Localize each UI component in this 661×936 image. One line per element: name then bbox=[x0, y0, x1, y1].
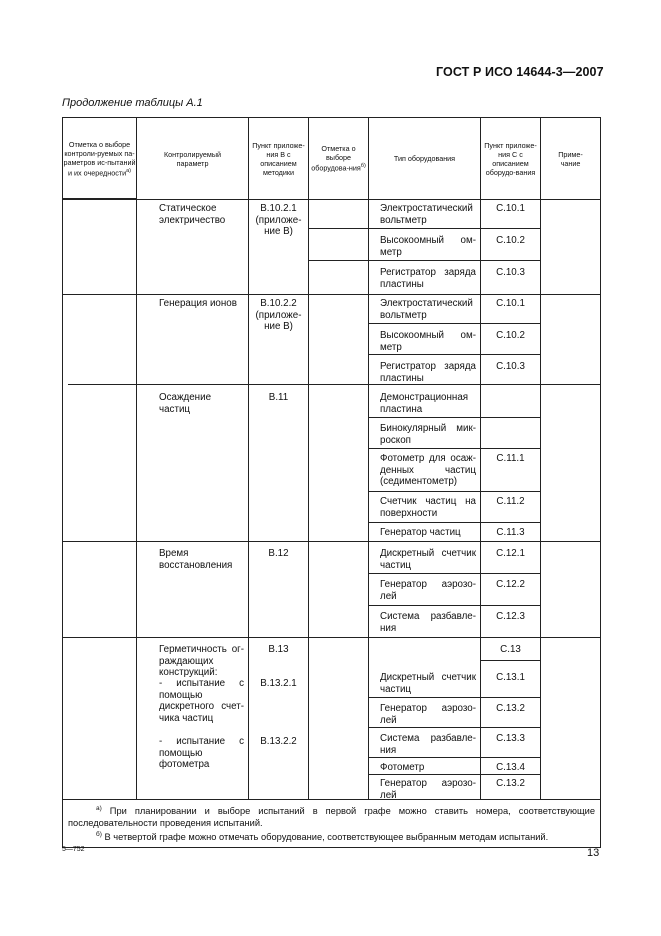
print-code: 5—752 bbox=[62, 846, 85, 853]
clause-c-cell: С.13.1 bbox=[496, 672, 525, 683]
header-param: Контролируемый параметр bbox=[137, 118, 249, 200]
clause-c-cell: С.11.1 bbox=[496, 453, 525, 464]
param-cell: Герметичность ограждающих конструкций: bbox=[159, 644, 244, 678]
equipment-type: Электростатический вольтметр bbox=[380, 298, 473, 321]
equipment-type: Демонстрационная пластина bbox=[380, 392, 469, 415]
clause-c-cell: С.13.3 bbox=[496, 733, 525, 744]
page-number: 13 bbox=[587, 847, 600, 859]
clause-b-cell: В.11 bbox=[268, 392, 289, 403]
table-header-row bbox=[63, 118, 601, 200]
header-type: Тип оборудования bbox=[369, 118, 481, 200]
equipment-type: Бинокулярный микроскоп bbox=[380, 423, 476, 446]
param-subcell: - испытание с помощью дискретного счетчика частиц bbox=[159, 678, 244, 724]
param-cell: Время восстановления bbox=[159, 548, 233, 571]
table-row bbox=[63, 638, 601, 800]
table-row bbox=[63, 295, 601, 385]
clause-c-cell: С.12.2 bbox=[496, 579, 525, 590]
param-cell: Генерация ионов bbox=[159, 298, 237, 309]
clause-b-cell: В.13.2.2 bbox=[260, 736, 297, 747]
clause-c-cell: С.11.2 bbox=[496, 496, 525, 507]
equipment-type: Регистратор заряда пластины bbox=[380, 267, 476, 290]
clause-c-cell: С.13.2 bbox=[496, 703, 525, 714]
param-subcell: - испытание с помощью фотометра bbox=[159, 736, 244, 770]
header-note: Приме-чание bbox=[541, 118, 601, 200]
clause-c-cell: С.10.1 bbox=[496, 203, 525, 214]
clause-c-cell: С.12.3 bbox=[496, 611, 525, 622]
header-equip-mark: Отметка о выборе оборудова-ния$^{б)}$ bbox=[309, 118, 369, 200]
clause-c-cell: С.13 bbox=[500, 644, 521, 655]
clause-c-cell: С.10.2 bbox=[496, 330, 525, 341]
clause-b-cell: В.10.2.1 (приложение В) bbox=[255, 203, 302, 237]
header-clause-c: Пункт приложе-ния С с описанием оборудо-вания bbox=[481, 118, 541, 200]
table-footnotes bbox=[63, 800, 601, 848]
equipment-type: Фотометр bbox=[380, 762, 425, 773]
equipment-table bbox=[62, 117, 601, 848]
clause-c-cell: С.10.3 bbox=[496, 267, 525, 278]
table-row bbox=[63, 385, 601, 542]
clause-c-cell: С.13.2 bbox=[496, 778, 525, 789]
equipment-type: Дискретный счетчик частиц bbox=[380, 548, 476, 571]
equipment-type: Регистратор заряда пластины bbox=[380, 361, 476, 384]
table-row bbox=[63, 200, 601, 296]
clause-b-cell: В.13 bbox=[268, 644, 289, 655]
clause-b-cell: В.10.2.2 (приложение В) bbox=[255, 298, 302, 332]
standard-header: ГОСТ Р ИСО 14644-3—2007 bbox=[436, 65, 604, 79]
equipment-type: Высокоомный омметр bbox=[380, 330, 476, 353]
equipment-type: Электростатический вольтметр bbox=[380, 203, 473, 226]
footnote-b: $^{б)}$ В четвертой графе можно отмечать оборудование, соответствующее выбранным методам испытаний. bbox=[96, 831, 549, 843]
clause-b-cell: В.13.2.1 bbox=[260, 678, 297, 689]
equipment-type: Дискретный счетчик частиц bbox=[380, 672, 476, 695]
param-cell: Статическое электричество bbox=[159, 203, 226, 226]
table-row bbox=[63, 542, 601, 638]
clause-c-cell: С.10.2 bbox=[496, 235, 525, 246]
equipment-type: Генератор аэрозолей bbox=[380, 778, 476, 801]
equipment-type: Высокоомный омметр bbox=[380, 235, 476, 258]
footnote-a: $^{а)}$ При планировании и выборе испытаний в первой графе можно ставить номера, соответствующие последовательности проведения испытаний. bbox=[68, 805, 595, 828]
clause-c-cell: С.12.1 bbox=[496, 548, 525, 559]
equipment-type: Система разбавления bbox=[380, 733, 476, 756]
equipment-type: Счетчик частиц на поверхности bbox=[380, 496, 476, 519]
table-caption: Продолжение таблицы А.1 bbox=[62, 97, 203, 109]
equipment-type: Генератор частиц bbox=[380, 527, 461, 538]
equipment-type: Система разбавления bbox=[380, 611, 476, 634]
equipment-type: Генератор аэрозолей bbox=[380, 579, 476, 602]
equipment-type: Фотометр для осажденных частиц (седиментометр) bbox=[380, 453, 476, 487]
clause-c-cell: С.10.1 bbox=[496, 298, 525, 309]
header-clause-b: Пункт приложе-ния В с описанием методики bbox=[249, 118, 309, 200]
clause-c-cell: С.10.3 bbox=[496, 361, 525, 372]
clause-c-cell: С.11.3 bbox=[496, 527, 525, 538]
header-mark: Отметка о выборе контроли-руемых па-раметров ис-пытаний и их очередности$^{а)}$ bbox=[63, 118, 137, 200]
clause-b-cell: В.12 bbox=[268, 548, 289, 559]
clause-c-cell: С.13.4 bbox=[496, 762, 525, 773]
param-cell: Осаждение частиц bbox=[159, 392, 212, 415]
equipment-type: Генератор аэрозолей bbox=[380, 703, 476, 726]
